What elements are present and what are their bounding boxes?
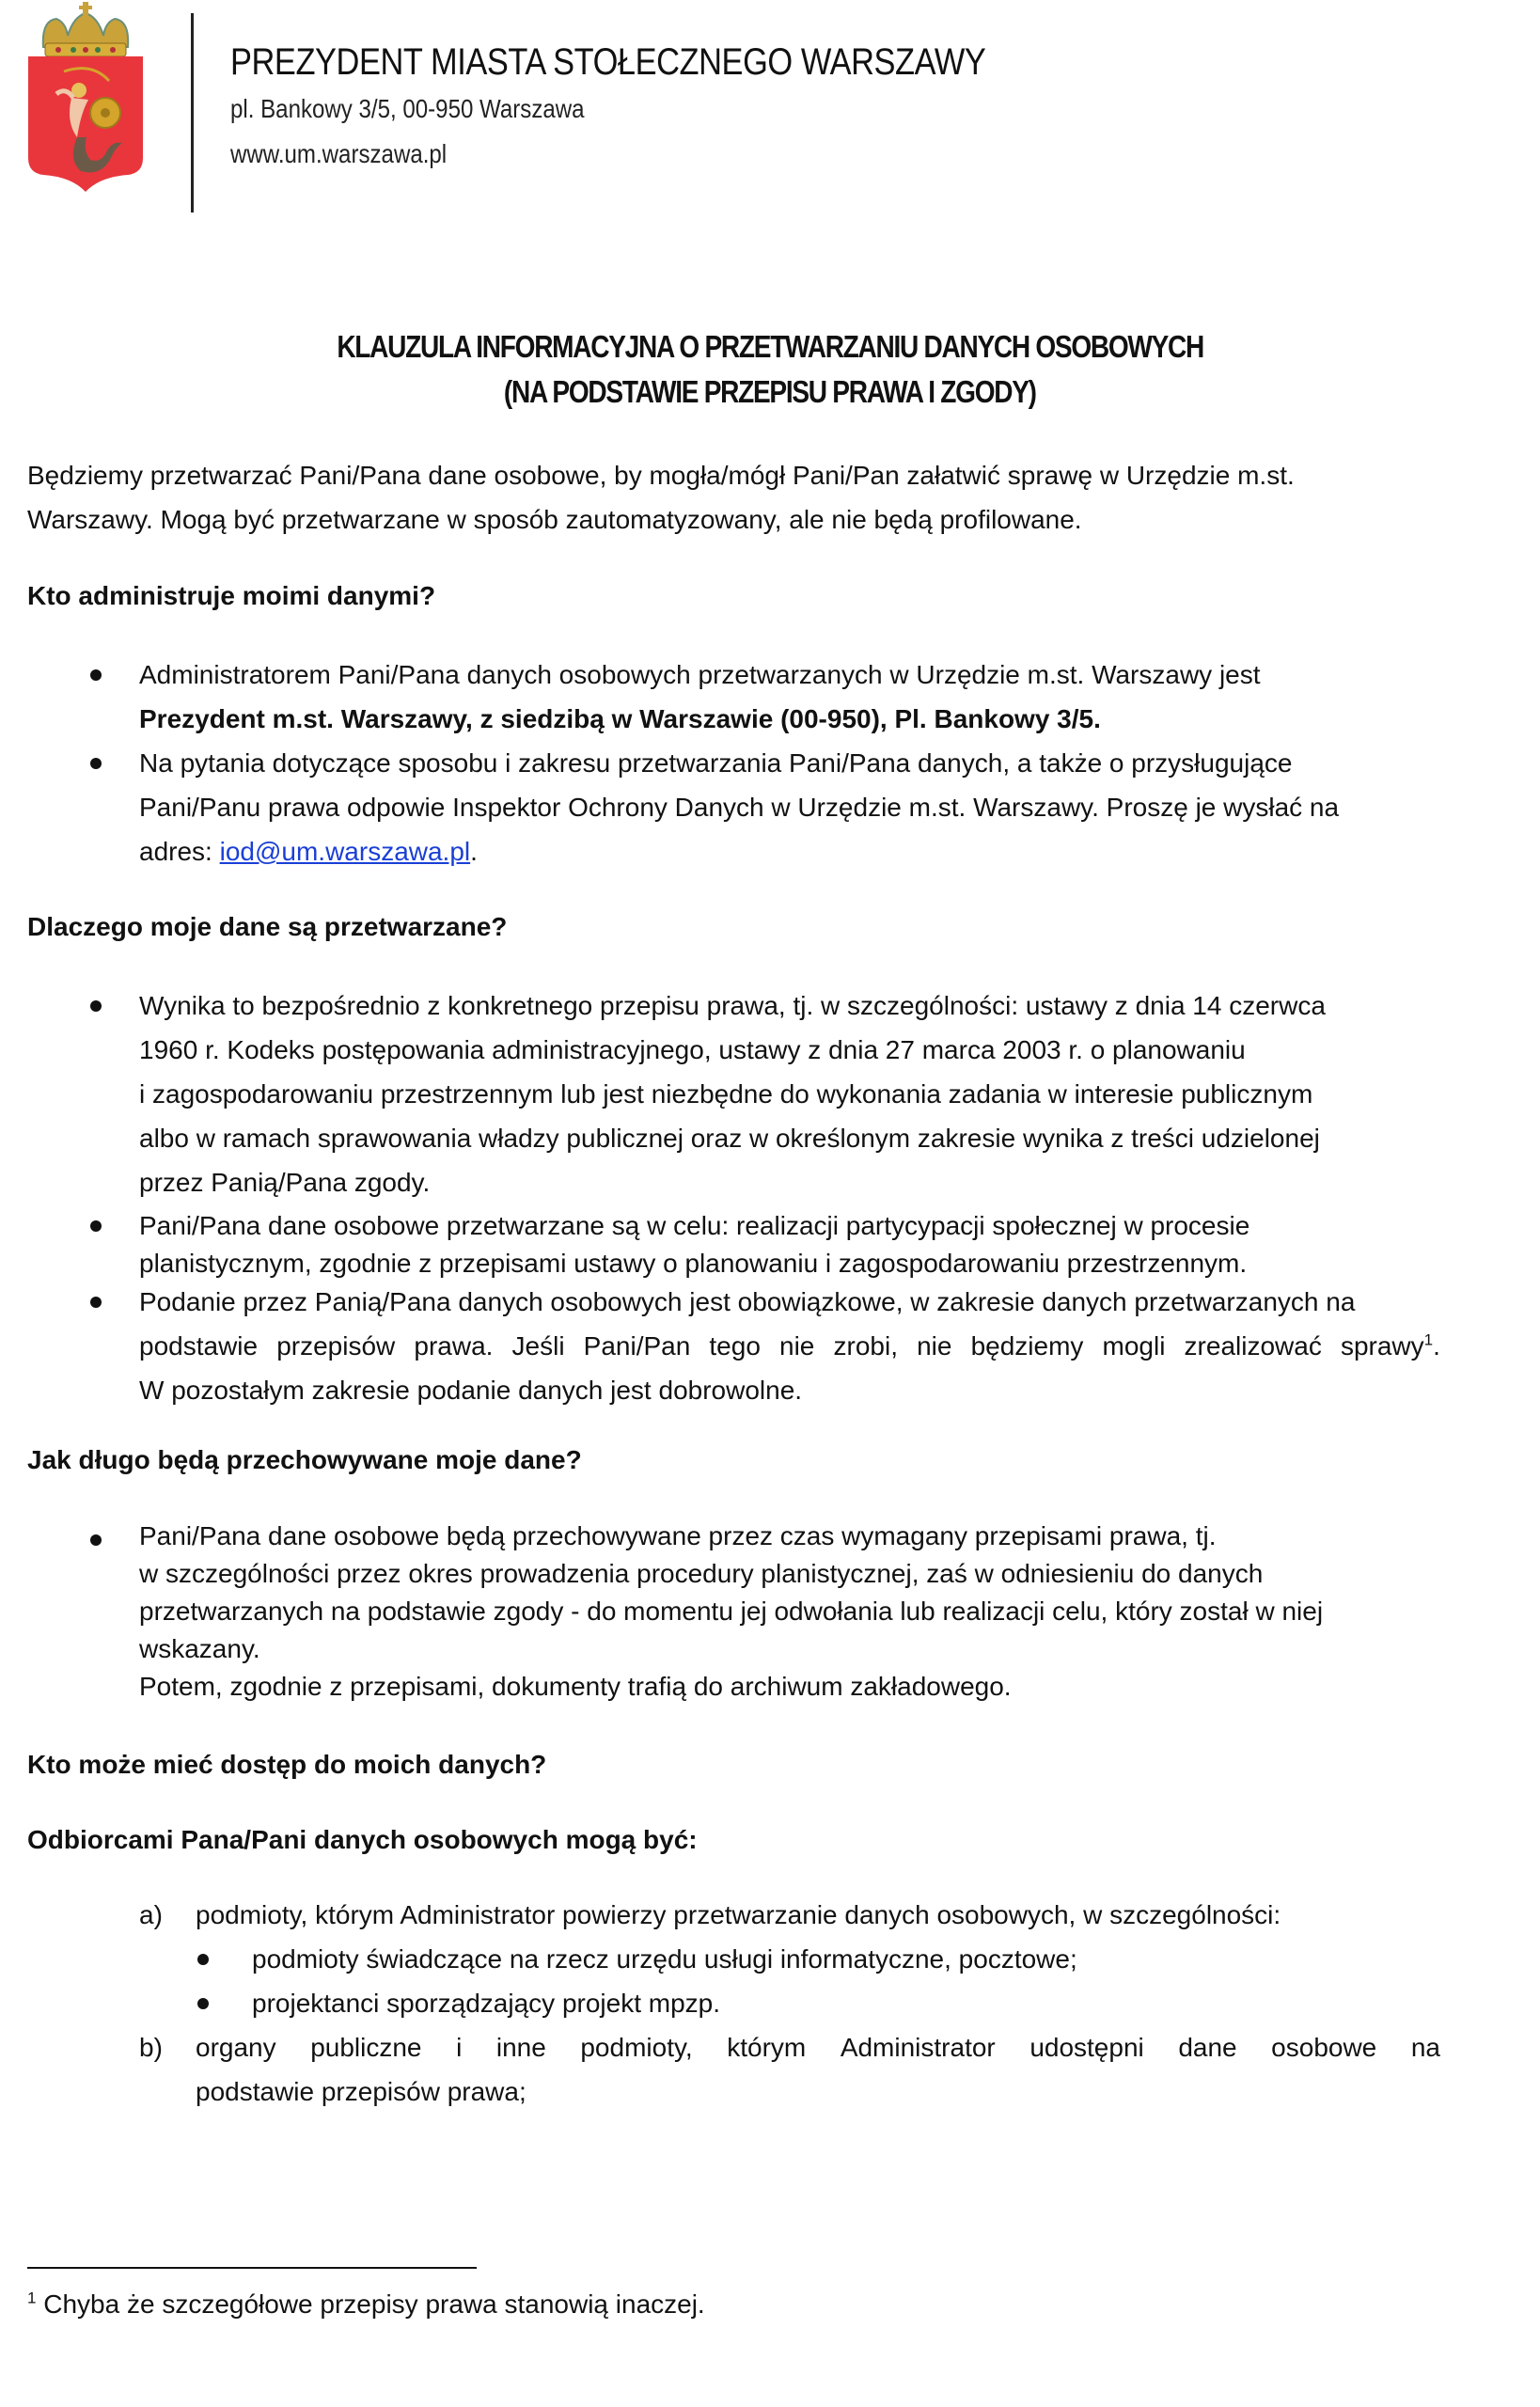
- footnote-separator: [27, 2267, 477, 2269]
- recipients-heading: Odbiorcami Pana/Pani danych osobowych mogą być:: [27, 1825, 698, 1854]
- word: podmioty,: [580, 2033, 693, 2062]
- bullet-icon: [197, 1998, 209, 2009]
- word: Jeśli: [511, 1331, 565, 1361]
- word: organy: [196, 2033, 276, 2062]
- list-item-b-line: podstawie przepisów prawa;: [196, 2077, 526, 2106]
- retention-line: wskazany.: [139, 1634, 260, 1663]
- section-heading-retention: Jak długo będą przechowywane moje dane?: [27, 1445, 582, 1474]
- section-heading-admin: Kto administruje moimi danymi?: [27, 581, 436, 610]
- word: osobowe: [1271, 2033, 1377, 2062]
- why-bullet1-line: 1960 r. Kodeks postępowania administracyjnego, ustawy z dnia 27 marca 2003 r. o planowaniu: [139, 1035, 1246, 1064]
- word: dane: [1178, 2033, 1237, 2062]
- intro-line: Warszawy. Mogą być przetwarzane w sposób zautomatyzowany, ale nie będą profilowane.: [27, 505, 1082, 534]
- why-bullet3-line: Podanie przez Panią/Pana danych osobowych jest obowiązkowe, w zakresie danych przetwarzanych na: [139, 1287, 1356, 1316]
- retention-line: Pani/Pana dane osobowe będą przechowywane przez czas wymagany przepisami prawa, tj.: [139, 1521, 1217, 1550]
- word: inne: [495, 2033, 546, 2062]
- bullet-icon: [90, 758, 102, 769]
- word: na: [1410, 2033, 1440, 2062]
- retention-line: przetwarzanych na podstawie zgody - do momentu jej odwołania lub realizacji celu, który został w niej: [139, 1597, 1324, 1626]
- header-divider: [191, 13, 194, 212]
- word: publiczne: [310, 2033, 422, 2062]
- list-item-a: podmioty, którym Administrator powierzy przetwarzanie danych osobowych, w szczególności:: [196, 1900, 1281, 1929]
- intro-line: Będziemy przetwarzać Pani/Pana dane osobowe, by mogła/mógł Pani/Pan załatwić sprawę w Urzędzie m.st.: [27, 461, 1295, 490]
- word: nie: [917, 1331, 952, 1361]
- why-bullet3-line: W pozostałym zakresie podanie danych jest dobrowolne.: [139, 1376, 803, 1405]
- why-bullet2-line: planistycznym, zgodnie z przepisami ustawy o planowaniu i zagospodarowaniu przestrzennym.: [139, 1249, 1248, 1278]
- header-title: PREZYDENT MIASTA STOŁECZNEGO WARSZAWY: [230, 41, 986, 83]
- admin-bullet2-line: Na pytania dotyczące sposobu i zakresu przetwarzania Pani/Pana danych, a także o przysługujące: [139, 748, 1293, 778]
- word: sprawy$^1$.: [1340, 1330, 1440, 1361]
- section-heading-access: Kto może mieć dostęp do moich danych?: [27, 1750, 547, 1779]
- word: Administrator: [840, 2033, 996, 2062]
- admin-bullet2-line: Pani/Panu prawa odpowie Inspektor Ochrony Danych w Urzędzie m.st. Warszawy. Proszę je wysłać na: [139, 793, 1340, 822]
- list-label-a: a): [139, 1900, 163, 1929]
- why-bullet1-line: przez Panią/Pana zgody.: [139, 1168, 431, 1197]
- email-link[interactable]: iod@um.warszawa.pl: [219, 837, 471, 866]
- word: podstawie: [139, 1331, 259, 1361]
- footnote-ref[interactable]: 1: [1423, 1330, 1434, 1349]
- document-title-line2: (NA PODSTAWIE PRZEPISU PRAWA I ZGODY): [504, 374, 1036, 409]
- word: zrobi,: [833, 1331, 898, 1361]
- word: prawa.: [414, 1331, 494, 1361]
- bullet-icon: [90, 1220, 102, 1232]
- bullet-icon: [90, 1534, 102, 1546]
- admin-bullet2-address: adres: iod@um.warszawa.pl.: [139, 837, 478, 866]
- retention-line: Potem, zgodnie z przepisami, dokumenty trafią do archiwum zakładowego.: [139, 1672, 1012, 1701]
- word: udostępni: [1029, 2033, 1144, 2062]
- header-url: www.um.warszawa.pl: [230, 139, 448, 168]
- word: Pani/Pan: [583, 1331, 691, 1361]
- why-bullet3-line-justified: [139, 1324, 1440, 1368]
- retention-line: w szczególności przez okres prowadzenia procedury planistycznej, zaś w odniesieniu do danych: [139, 1559, 1264, 1588]
- why-bullet1-line: i zagospodarowaniu przestrzennym lub jest niezbędne do wykonania zadania w interesie publicznym: [139, 1079, 1313, 1109]
- word: zrealizować: [1184, 1331, 1322, 1361]
- list-label-b: b): [139, 2033, 163, 2062]
- why-bullet2-line: Pani/Pana dane osobowe przetwarzane są w celu: realizacji partycypacji społecznej w procesie: [139, 1211, 1250, 1240]
- word: którym: [727, 2033, 807, 2062]
- crown-icon: [43, 2, 128, 56]
- why-bullet1-line: Wynika to bezpośrednio z konkretnego przepisu prawa, tj. w szczególności: ustawy z dnia 14 czerwca: [139, 991, 1326, 1020]
- word: tego: [709, 1331, 761, 1361]
- list-subitem: podmioty świadczące na rzecz urzędu usługi informatyczne, pocztowe;: [252, 1944, 1077, 1974]
- admin-bullet1-bold: Prezydent m.st. Warszawy, z siedzibą w Warszawie (00-950), Pl. Bankowy 3/5.: [139, 704, 1101, 733]
- word: będziemy: [970, 1331, 1084, 1361]
- word: mogli: [1102, 1331, 1166, 1361]
- bullet-icon: [197, 1954, 209, 1965]
- bullet-icon: [90, 669, 102, 681]
- footnote: $^1$ Chyba że szczegółowe przepisy prawa stanowią inaczej.: [27, 2289, 705, 2319]
- list-item-b-justified: [196, 2025, 1440, 2069]
- bullet-icon: [90, 1297, 102, 1308]
- why-bullet1-line: albo w ramach sprawowania władzy publicznej oraz w określonym zakresie wynika z treści udzielonej: [139, 1124, 1320, 1153]
- list-subitem: projektanci sporządzający projekt mpzp.: [252, 1989, 721, 2018]
- admin-bullet1-line: Administratorem Pani/Pana danych osobowych przetwarzanych w Urzędzie m.st. Warszawy jest: [139, 660, 1261, 689]
- bullet-icon: [90, 1000, 102, 1012]
- word: i: [456, 2033, 463, 2062]
- word: przepisów: [276, 1331, 396, 1361]
- warsaw-coat-of-arms-icon: [24, 0, 147, 196]
- header-address: pl. Bankowy 3/5, 00-950 Warszawa: [230, 94, 585, 123]
- section-heading-why: Dlaczego moje dane są przetwarzane?: [27, 912, 508, 941]
- document-title-line1: KLAUZULA INFORMACYJNA O PRZETWARZANIU DANYCH OSOBOWYCH: [337, 329, 1203, 364]
- word: nie: [779, 1331, 815, 1361]
